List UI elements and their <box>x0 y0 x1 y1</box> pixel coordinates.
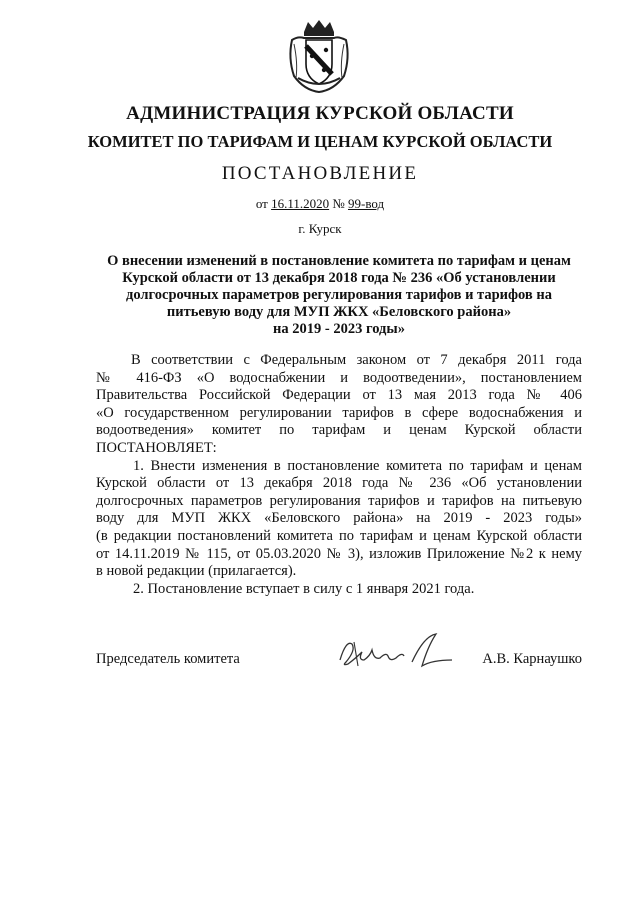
committee-title: КОМИТЕТ ПО ТАРИФАМ И ЦЕНАМ КУРСКОЙ ОБЛАСТИ <box>87 132 553 151</box>
body-line: № 416-ФЗ «О водоснабжении и водоотведении», постановлением <box>96 369 582 386</box>
body-line: водоотведения» комитет по тарифам и ценам Курской области <box>96 422 582 439</box>
body-line: 1. Внести изменения в постановление комитета по тарифам и ценам <box>133 457 582 474</box>
body-line: Правительства Российской Федерации от 13 мая 2013 года № 406 <box>96 387 582 404</box>
body-line: Курской области от 13 декабря 2018 года № 236 «Об установлении <box>96 475 582 492</box>
document-type: ПОСТАНОВЛЕНИЕ <box>221 163 419 184</box>
signer-position: Председатель комитета <box>96 651 240 667</box>
organization-title: АДМИНИСТРАЦИЯ КУРСКОЙ ОБЛАСТИ <box>126 103 514 124</box>
number-prefix: № <box>329 196 349 211</box>
title-line: Курской области от 13 декабря 2018 года № 236 «Об установлении <box>122 270 556 286</box>
title-line: на 2019 - 2023 годы» <box>273 321 405 337</box>
city: г. Курск <box>298 221 342 236</box>
kursk-coat-of-arms-icon <box>286 18 352 94</box>
document-title <box>96 253 582 338</box>
date-prefix: от <box>255 196 272 211</box>
body-line: в новой редакции (прилагается). <box>96 563 297 580</box>
body-line: воду для МУП ЖКХ «Беловского района» на 2019 - 2023 годы» <box>96 510 582 527</box>
title-line: питьевую воду для МУП ЖКХ «Беловского района» <box>166 304 512 320</box>
body-line: от 14.11.2019 № 115, от 05.03.2020 № 3), изложив Приложение №2 к нему <box>96 545 582 562</box>
title-line: О внесении изменений в постановление комитета по тарифам и ценам <box>107 253 571 269</box>
body-line: В соответствии с Федеральным законом от 7 декабря 2011 года <box>131 352 582 368</box>
title-line: долгосрочных параметров регулирования тарифов и тарифов на <box>126 287 552 303</box>
date-number-line <box>0 196 640 212</box>
document-date: 16.11.2020 <box>271 196 330 211</box>
body-line: «О государственном регулировании тарифов в сфере водоснабжения и <box>96 404 582 421</box>
body-line: ПОСТАНОВЛЯЕТ: <box>96 439 217 456</box>
document-number: 99-вод <box>348 196 385 211</box>
document-body <box>96 352 582 598</box>
signature-block <box>96 651 582 671</box>
body-line: 2. Постановление вступает в силу с 1 января 2021 года. <box>133 580 475 597</box>
body-line: долгосрочных параметров регулирования тарифов и тарифов на питьевую <box>96 492 582 509</box>
signer-name: А.В. Карнаушко <box>482 651 582 667</box>
body-line: (в редакции постановлений комитета по тарифам и ценам Курской области <box>96 527 582 544</box>
